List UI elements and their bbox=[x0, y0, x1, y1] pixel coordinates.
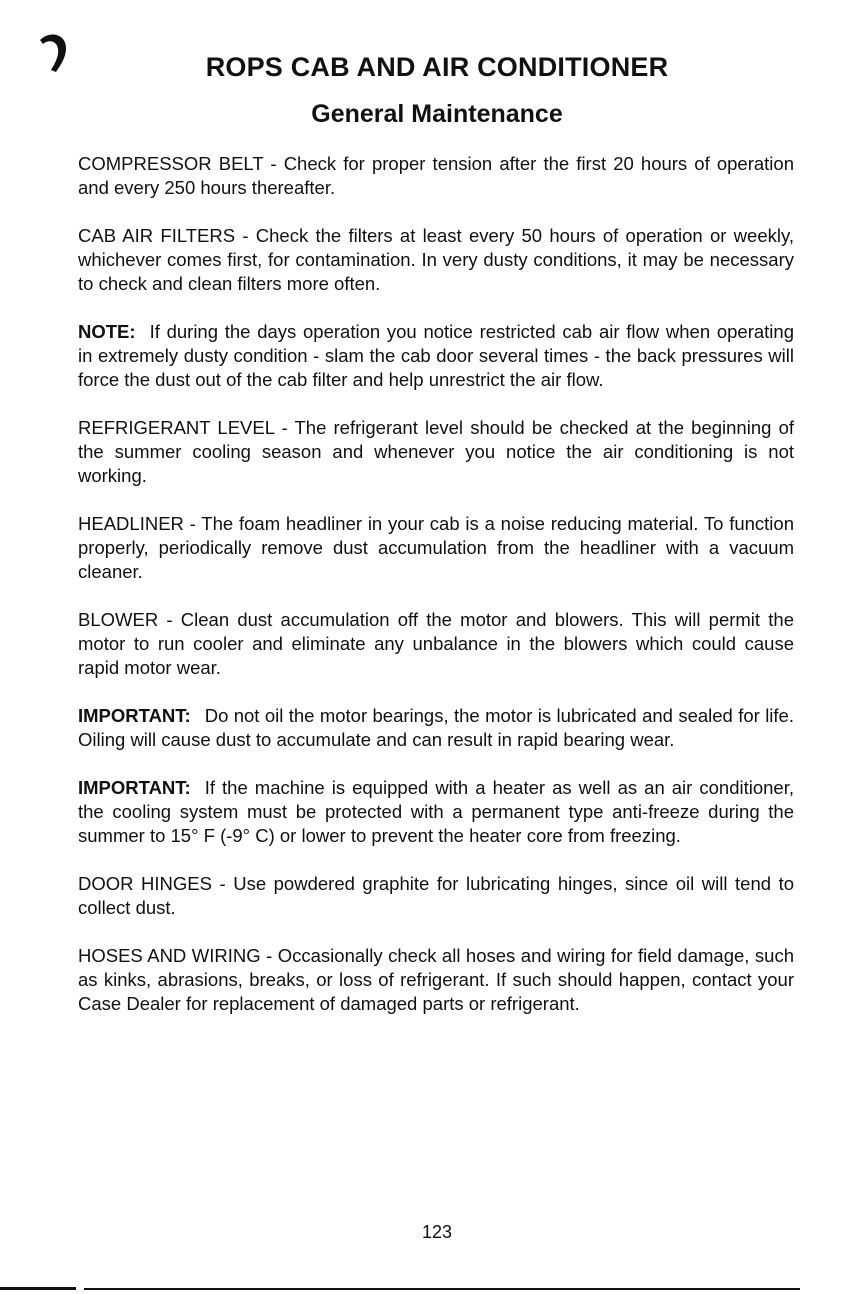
important-label: IMPORTANT: bbox=[78, 777, 191, 798]
paragraph-refrigerant-level bbox=[78, 416, 794, 488]
footer-rule bbox=[84, 1288, 800, 1290]
page-number: 123 bbox=[421, 1222, 453, 1242]
paragraph-text: BLOWER - Clean dust accumulation off the motor and blowers. This will permit the motor to run cooler and eliminate any unbalance in the blowers which could cause rapid motor wear. bbox=[78, 609, 794, 678]
paragraph-text: REFRIGERANT LEVEL - The refrigerant level should be checked at the beginning of the summer cooling season and whenever you notice the air conditioning is not working. bbox=[78, 417, 794, 486]
paragraph-headliner bbox=[78, 512, 794, 584]
paragraph-important-antifreeze bbox=[78, 776, 794, 848]
paragraph-important-bearings bbox=[78, 704, 794, 752]
paragraph-text: Do not oil the motor bearings, the motor is lubricated and sealed for life. Oiling will cause dust to accumulate and can result in rapid bearing wear. bbox=[78, 705, 794, 750]
paragraph-text: HEADLINER - The foam headliner in your cab is a noise reducing material. To function properly, periodically remove dust accumulation from the headliner with a vacuum cleaner. bbox=[78, 513, 794, 582]
footer-rule-left bbox=[0, 1287, 76, 1290]
paragraph-blower bbox=[78, 608, 794, 680]
paragraph-door-hinges bbox=[78, 872, 794, 920]
important-label: IMPORTANT: bbox=[78, 705, 191, 726]
paragraph-text: COMPRESSOR BELT - Check for proper tension after the first 20 hours of operation and every 250 hours thereafter. bbox=[78, 153, 794, 198]
paragraph-hoses-and-wiring bbox=[78, 944, 794, 1016]
paragraph-cab-air-filters bbox=[78, 224, 794, 296]
page-title: ROPS CAB AND AIR CONDITIONER bbox=[205, 52, 669, 82]
paragraph-text: DOOR HINGES - Use powdered graphite for lubricating hinges, since oil will tend to collect dust. bbox=[78, 873, 794, 918]
paragraph-text: If during the days operation you notice restricted cab air flow when operating in extremely dusty condition - slam the cab door several times - the back pressures will force the dust out of the cab filter and help unrestrict the air flow. bbox=[78, 321, 794, 390]
paragraph-text: CAB AIR FILTERS - Check the filters at least every 50 hours of operation or weekly, whichever comes first, for contamination. In very dusty conditions, it may be necessary to check and clean filters more often. bbox=[78, 225, 794, 294]
paragraph-text: If the machine is equipped with a heater as well as an air conditioner, the cooling system must be protected with a permanent type anti-freeze during the summer to 15° F (-9° C) or lower to prevent the heater core from freezing. bbox=[78, 777, 794, 846]
maintenance-body bbox=[78, 152, 794, 1040]
paragraph-note bbox=[78, 320, 794, 392]
section-subtitle: General Maintenance bbox=[311, 100, 563, 128]
paragraph-text: HOSES AND WIRING - Occasionally check all hoses and wiring for field damage, such as kinks, abrasions, breaks, or loss of refrigerant. If such should happen, contact your Case Dealer for replacement of damaged parts or refrigerant. bbox=[78, 945, 794, 1014]
paragraph-compressor-belt bbox=[78, 152, 794, 200]
note-label: NOTE: bbox=[78, 321, 136, 342]
